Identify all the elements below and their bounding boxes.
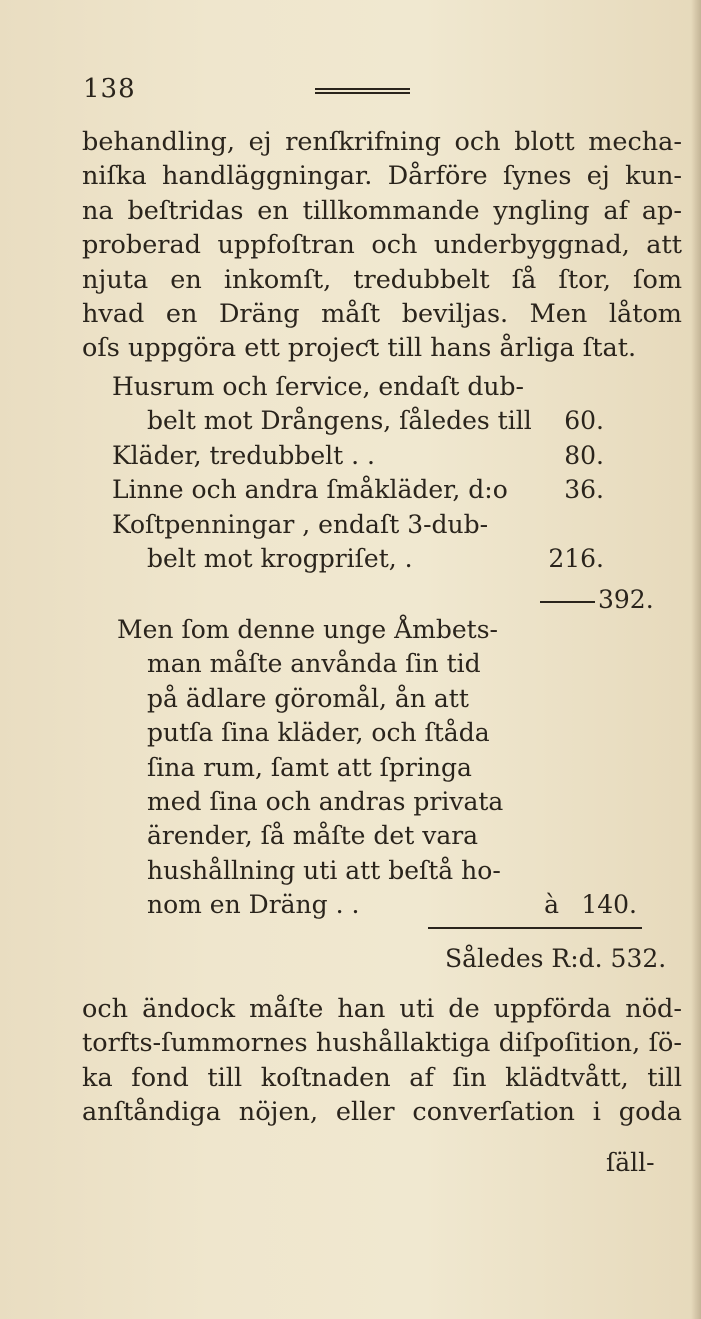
ledger-row [112, 508, 672, 542]
extra-item-text: putſa ſina kläder, och ſtåda [147, 718, 490, 748]
extra-item-prefix: à [544, 890, 559, 920]
extra-item-text: med ſina och andras privata [147, 786, 504, 816]
subtotal-rule [540, 601, 595, 603]
extra-item-text: Men ſom denne unge Åmbets- [117, 615, 498, 644]
ledger-item-text: Koſtpenningar , endaſt 3-dub- [112, 509, 489, 539]
paragraph-1 [82, 125, 682, 366]
extra-row [117, 647, 637, 681]
paragraph-line: behandling, ej renſkrifning och blott mecha- [82, 127, 682, 157]
total-rule [428, 927, 642, 929]
extra-item-text: hushållning uti att beſtå ho- [147, 855, 501, 885]
extra-item-text: man måſte anvånda ſin tid [147, 649, 481, 679]
ledger-row [112, 404, 672, 438]
paragraph-line: ka fond till koſtnaden af ſin klädtvått, till [82, 1062, 682, 1093]
ledger-item-text: Linne och andra ſmåkläder, d:o [112, 475, 508, 505]
extra-row [117, 819, 637, 853]
grand-total: Således R:d. 532. [445, 944, 667, 973]
paragraph-line: hvad en Dräng måſt beviljas. Men låtom [82, 299, 682, 330]
extra-item-text: på ädlare göromål, ån att [147, 683, 469, 713]
catchword: ſäll- [606, 1148, 655, 1177]
paragraph-line: na beſtridas en tillkommande yngling af ap- [82, 195, 682, 226]
ledger-row [112, 370, 672, 404]
ledger-row [112, 439, 672, 473]
ledger-item-text: Kläder, tredubbelt . . [112, 440, 376, 470]
paragraph-line: niſka handläggningar. Dårföre ſynes ej kun- [82, 161, 682, 192]
ledger-item-text: belt mot krogpriſet, . [147, 543, 413, 573]
ledger-item-text: belt mot Drångens, ſåledes till [147, 406, 532, 436]
ledger-item-amount: 36. [564, 475, 604, 505]
header-ornament-rule [315, 88, 410, 98]
ledger-item-amount: 60. [564, 406, 604, 436]
extra-row [117, 854, 637, 888]
paragraph-line: oſs uppgöra ett projeƈt till hans årliga ſtat. [82, 333, 637, 364]
extra-row [117, 613, 637, 647]
subtotal-amount: 392. [598, 585, 654, 614]
paragraph-line: anſtåndiga nöjen, eller converſation i goda [82, 1097, 682, 1128]
paragraph-line: njuta en inkomſt, tredubbelt ſå ſtor, ſom [82, 264, 682, 295]
ledger-item-amount: 216. [548, 543, 604, 573]
ledger-row [112, 542, 672, 576]
extra-item-text: ſina rum, ſamt att ſpringa [147, 752, 472, 782]
extra-row [117, 716, 637, 750]
extra-row [117, 751, 637, 785]
extra-item-text: nom en Dräng . . [147, 890, 360, 920]
extra-row [117, 785, 637, 819]
paragraph-line: torfts-ſummornes hushållaktiga diſpoſition, ſö- [82, 1028, 682, 1059]
page-number: 138 [83, 74, 136, 104]
extra-row [117, 888, 637, 922]
page-spine-shadow [691, 0, 701, 1319]
official-extra-item [117, 613, 637, 923]
ledger-item-amount: 80. [564, 440, 604, 470]
ledger-item-text: Husrum och ſervice, endaſt dub- [112, 372, 524, 401]
paragraph-2 [82, 992, 682, 1130]
extra-item-amount: 140. [581, 890, 637, 920]
paragraph-line: proberad uppfoſtran och underbyggnad, att [82, 230, 682, 261]
paragraph-line: och ändock måſte han uti de uppförda nöd- [82, 994, 682, 1024]
extra-row [117, 682, 637, 716]
extra-item-text: ärender, ſå måſte det vara [147, 821, 479, 851]
ledger-row [112, 473, 672, 507]
expense-ledger [112, 370, 672, 576]
